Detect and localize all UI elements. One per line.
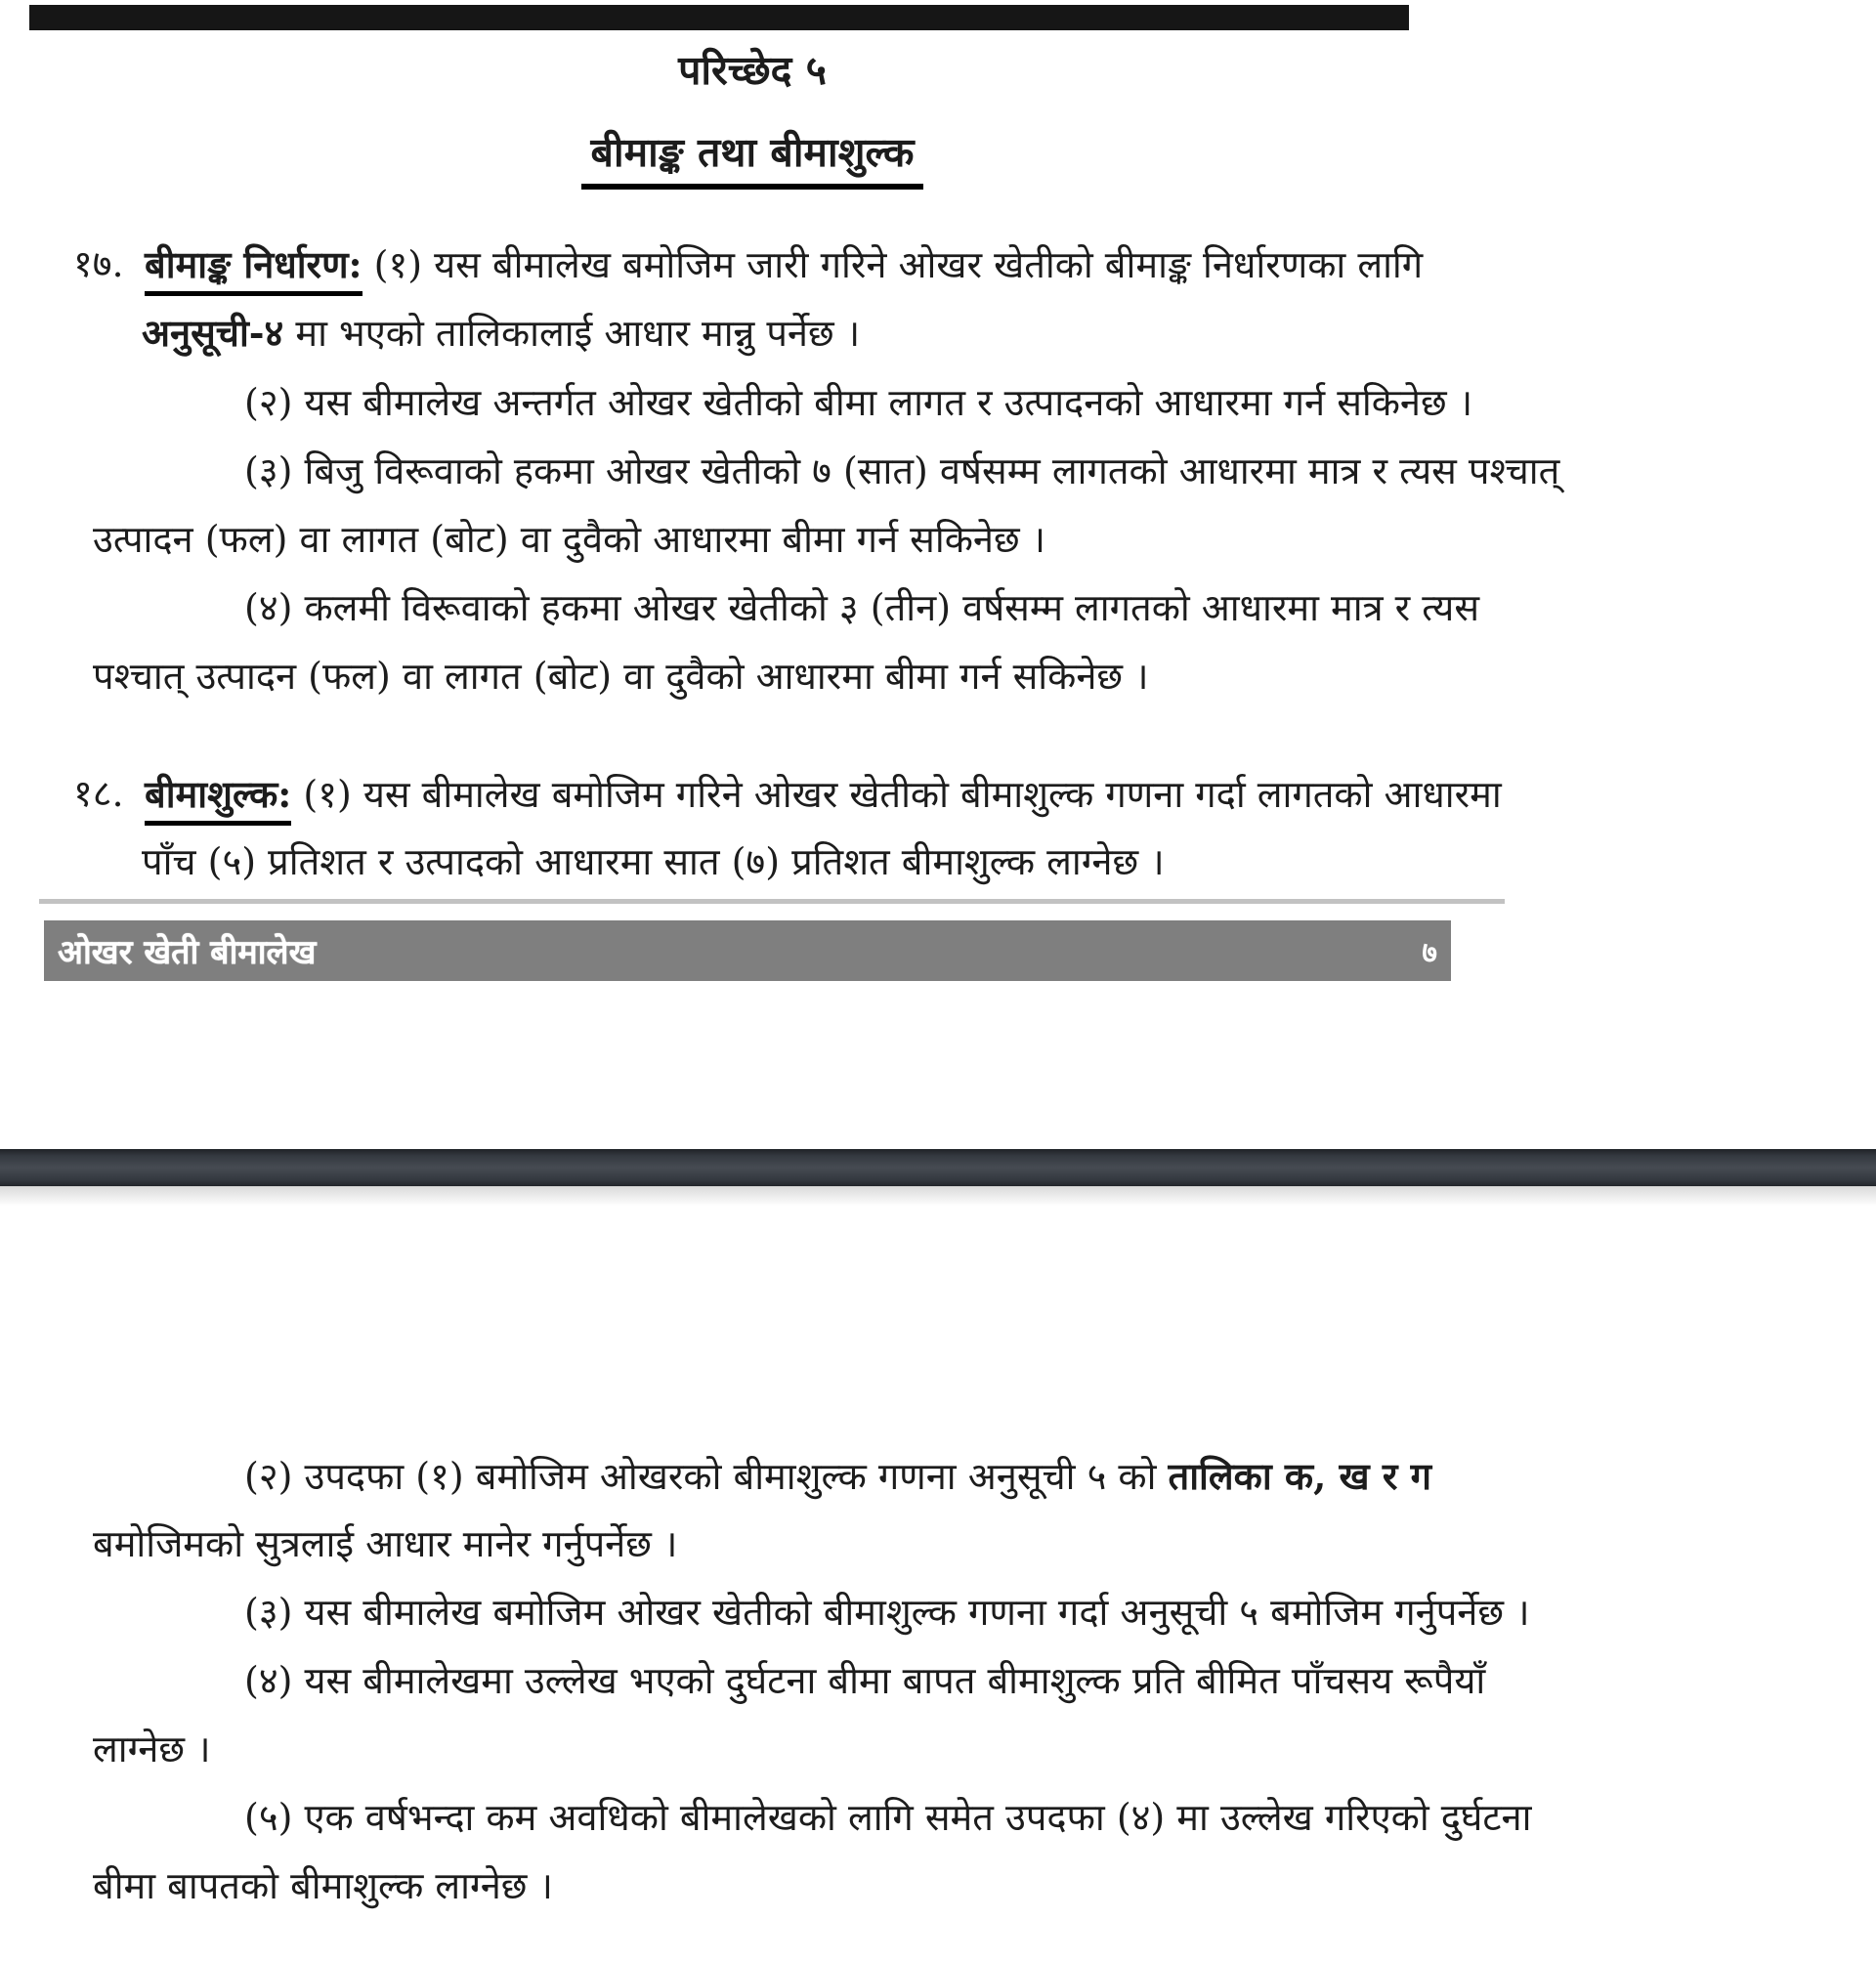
clause-18-line-1-rest: (१) यस बीमालेख बमोजिम गरिने ओखर खेतीको बीमाशुल्क गणना गर्दा लागतको आधारमा (291, 773, 1502, 816)
chapter-title-text: परिच्छेद ५ (678, 47, 827, 94)
top-scan-bar (29, 5, 1409, 30)
clause-17-line-1 (145, 240, 1423, 289)
page-separator-shadow (0, 1186, 1876, 1206)
clause-17-line-1-rest: (१) यस बीमालेख बमोजिम जारी गरिने ओखर खेतीको बीमाङ्क निर्धारणका लागि (362, 243, 1424, 286)
clause-17-sub-4-line-2: पश्चात् उत्पादन (फल) वा लागत (बोट) वा दुवैको आधारमा बीमा गर्न सकिनेछ । (93, 655, 1149, 698)
clause-17-sub-4-line-1: (४) कलमी विरूवाको हकमा ओखर खेतीको ३ (तीन) वर्षसम्म लागतको आधारमा मात्र र त्यस (244, 586, 1480, 629)
chapter-title (0, 45, 1505, 97)
footer-document-label: ओखर खेती बीमालेख (58, 933, 317, 972)
page2-sub-5-line-2: बीमा बापतको बीमाशुल्क लाग्नेछ । (93, 1864, 553, 1907)
section-title-text: बीमाङ्क तथा बीमाशुल्क (581, 129, 924, 190)
page2-sub-2-line-2: बमोजिमको सुत्रलाई आधार मानेर गर्नुपर्नेछ । (93, 1522, 678, 1565)
clause-17-line-2 (142, 309, 860, 358)
clause-18-line-2: पाँच (५) प्रतिशत र उत्पादको आधारमा सात (७) प्रतिशत बीमाशुल्क लाग्नेछ । (142, 840, 1165, 883)
clause-18-line-1 (145, 770, 1502, 819)
scan-artifact-line (39, 899, 1505, 904)
clause-18-heading: बीमाशुल्क: (145, 772, 291, 826)
page2-sub-2-line-1 (244, 1452, 1431, 1501)
page2-sub-3: (३) यस बीमालेख बमोजिम ओखर खेतीको बीमाशुल्क गणना गर्दा अनुसूची ५ बमोजिम गर्नुपर्नेछ । (244, 1591, 1530, 1634)
footer-page-number: ७ (1422, 935, 1437, 970)
page2-sub-4-line-1: (४) यस बीमालेखमा उल्लेख भएको दुर्घटना बीमा बापत बीमाशुल्क प्रति बीमित पाँचसय रूपैयाँ (244, 1659, 1486, 1702)
clause-17-sub-3-line-1: (३) बिजु विरूवाको हकमा ओखर खेतीको ७ (सात) वर्षसम्म लागतको आधारमा मात्र र त्यस पश्चात् (244, 449, 1560, 492)
clause-17-number: १७. (73, 242, 124, 285)
clause-17-schedule-ref: अनुसूची-४ (142, 311, 284, 355)
page2-sub-2-text: (२) उपदफा (१) बमोजिम ओखरको बीमाशुल्क गणना अनुसूची ५ को (244, 1455, 1169, 1498)
page2-table-ref: तालिका क, ख र ग (1168, 1454, 1432, 1498)
page-separator (0, 1149, 1876, 1186)
page-footer-bar (44, 920, 1451, 981)
section-title (0, 127, 1505, 179)
clause-17-line-2-rest: मा भएको तालिकालाई आधार मान्नु पर्नेछ । (283, 312, 861, 355)
clause-17-heading: बीमाङ्क निर्धारण: (145, 242, 362, 296)
clause-17-sub-3-line-2: उत्पादन (फल) वा लागत (बोट) वा दुवैको आधारमा बीमा गर्न सकिनेछ । (93, 518, 1046, 561)
clause-17-sub-2: (२) यस बीमालेख अन्तर्गत ओखर खेतीको बीमा लागत र उत्पादनको आधारमा गर्न सकिनेछ । (244, 381, 1473, 424)
page2-sub-5-line-1: (५) एक वर्षभन्दा कम अवधिको बीमालेखको लागि समेत उपदफा (४) मा उल्लेख गरिएको दुर्घटना (244, 1796, 1532, 1839)
page2-sub-4-line-2: लाग्नेछ । (93, 1727, 211, 1770)
clause-18-number: १८. (73, 772, 124, 815)
